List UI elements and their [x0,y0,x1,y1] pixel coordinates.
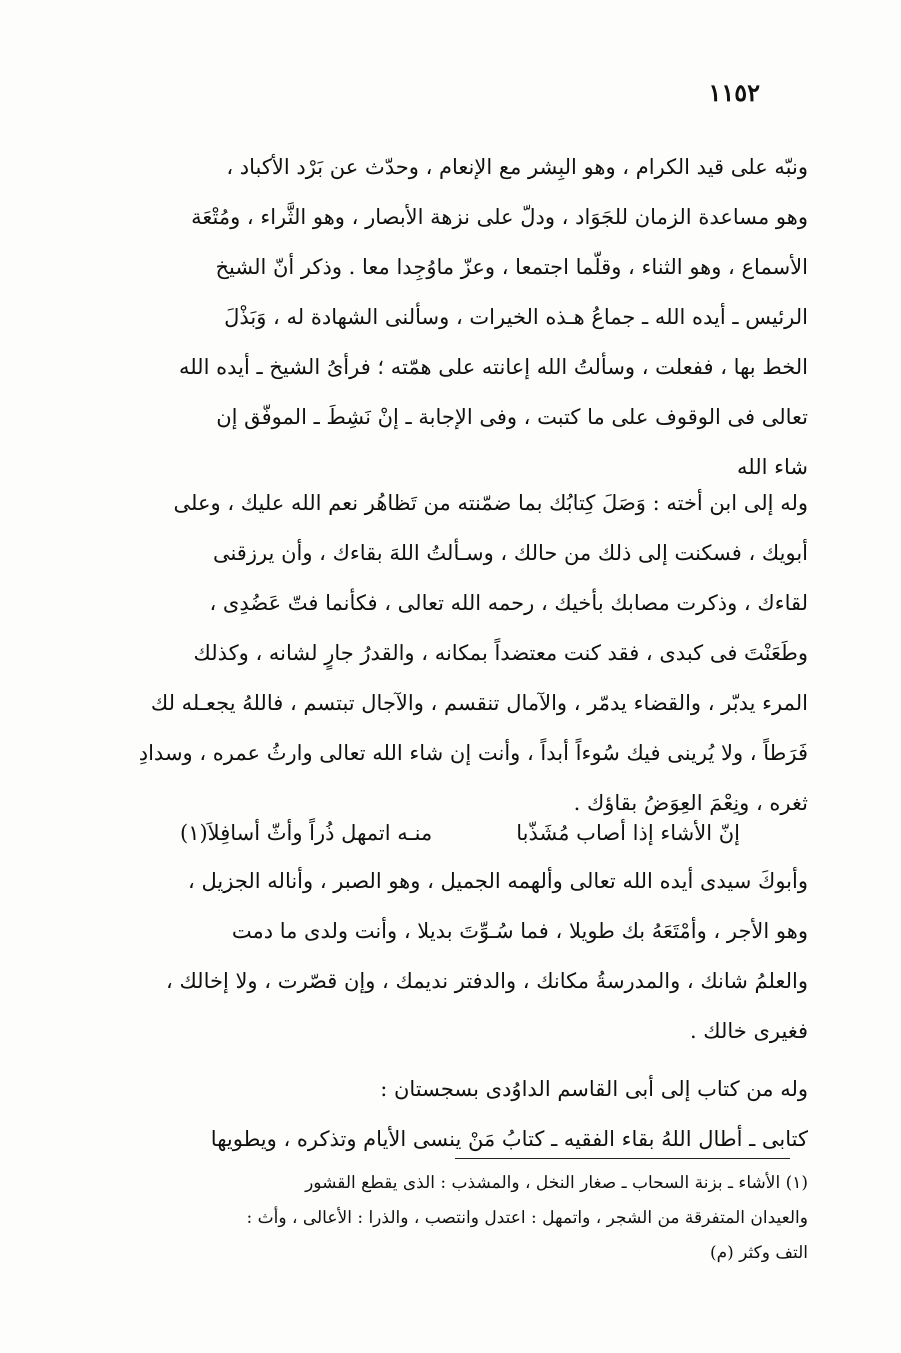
text-line: وهو مساعدة الزمان للجَوَاد ، ودلّ على نزهة الأبصار ، وهو الثَّراء ، ومُتْعَة [191,205,808,229]
paragraph-4 [118,1064,808,1164]
text-line: فغيرى خالك . [689,1019,808,1043]
text-line: أبويك ، فسكنت إلى ذلك من حالك ، وسـألتُ اللهَ بقاءك ، وأن يرزقنى [212,541,808,565]
text-line: الخط بها ، ففعلت ، وسألتُ الله إعانته على همّته ؛ فرأىُ الشيخ ـ أيده الله [178,355,808,379]
footnote-divider [455,1158,790,1159]
text-line: وله إلى ابن أخته : وَصَلَ كِتابُك بما ضمّنته من تَظاهُر نعم الله عليك ، وعلى [173,491,808,515]
text-line: فَرَطاً ، ولا يُرينى فيك سُوءاً أبداً ، وأنت إن شاء الله تعالى وارثُ عمره ، وسدادِ [138,741,808,765]
paragraph-3 [118,856,808,1056]
text-line: وطَعَنْتَ فى كبدى ، فقد كنت معتضداً بمكانه ، والقدرُ جارٍ لشانه ، وكذلك [193,641,808,665]
paragraph-2 [118,478,808,828]
text-line: شاء الله [737,455,808,479]
text-line: الأسماع ، وهو الثناء ، وقلّما اجتمعا ، وعزّ ماوُجِدا معا . وذكر أنّ الشيخ [215,255,808,279]
text-line: كتابى ـ أطال اللهُ بقاء الفقيه ـ كتابُ مَنْ ينسى الأيام وتذكره ، ويطويها [210,1127,808,1151]
footnote-line: التف وكثر (م) [709,1243,808,1263]
paragraph-1 [118,142,808,492]
text-line: ثغره ، ونِعْمَ العِوَضُ بقاؤك . [573,791,808,815]
footnote-line: والعيدان المتفرقة من الشجر ، واتمهل : اعتدل وانتصب ، والذرا : الأعالى ، وأث : [246,1208,808,1228]
text-line: وهو الأجر ، وأمْتَعَهُ بك طويلا ، فما سُـوِّتَ بديلا ، وأنت ولدى ما دمت [231,919,808,943]
text-line: وأبوكَ سيدى أيده الله تعالى وألهمه الجميل ، وهو الصبر ، وأناله الجزيل ، [188,869,808,893]
text-line: المرء يدبّر ، والقضاء يدمّر ، والآمال تنقسم ، والآجال تبتسم ، فاللهُ يجعـله لك [150,691,808,715]
page-number: ١١٥٢ [708,78,760,107]
text-line: تعالى فى الوقوف على ما كتبت ، وفى الإجابة ـ إنْ نَشِطَ ـ الموفّق إن [216,405,808,429]
text-line: الرئيس ـ أيده الله ـ جماعُ هـذه الخيرات ، وسألنى الشهادة له ، وَبَذْلَ [224,305,808,329]
text-line: ونبّه على قيد الكرام ، وهو البِشر مع الإنعام ، وحدّث عن بَرْد الأكباد ، [226,155,808,179]
verse-second-hemistich: منـه اتمهل ذُراً وأثّ أسافِلاَ(١) [180,821,433,845]
text-line: وله من كتاب إلى أبى القاسم الداوُدى بسجستان : [380,1077,808,1101]
poetry-verse [180,812,740,854]
text-line: والعلمُ شانك ، والمدرسةُ مكانك ، والدفتر نديمك ، وإن قصّرت ، ولا إخالك ، [166,969,808,993]
text-line: لقاءك ، وذكرت مصابك بأخيك ، رحمه الله تعالى ، فكأنما فتّ عَضُدِى ، [209,591,808,615]
verse-first-hemistich: إنّ الأشاء إذا أصاب مُشَذّبا [516,821,740,845]
footnote-line: (١) الأشاء ـ بزنة السحاب ـ صغار النخل ، والمشذب : الذى يقطع القشور [305,1173,808,1193]
footnote [118,1166,808,1271]
